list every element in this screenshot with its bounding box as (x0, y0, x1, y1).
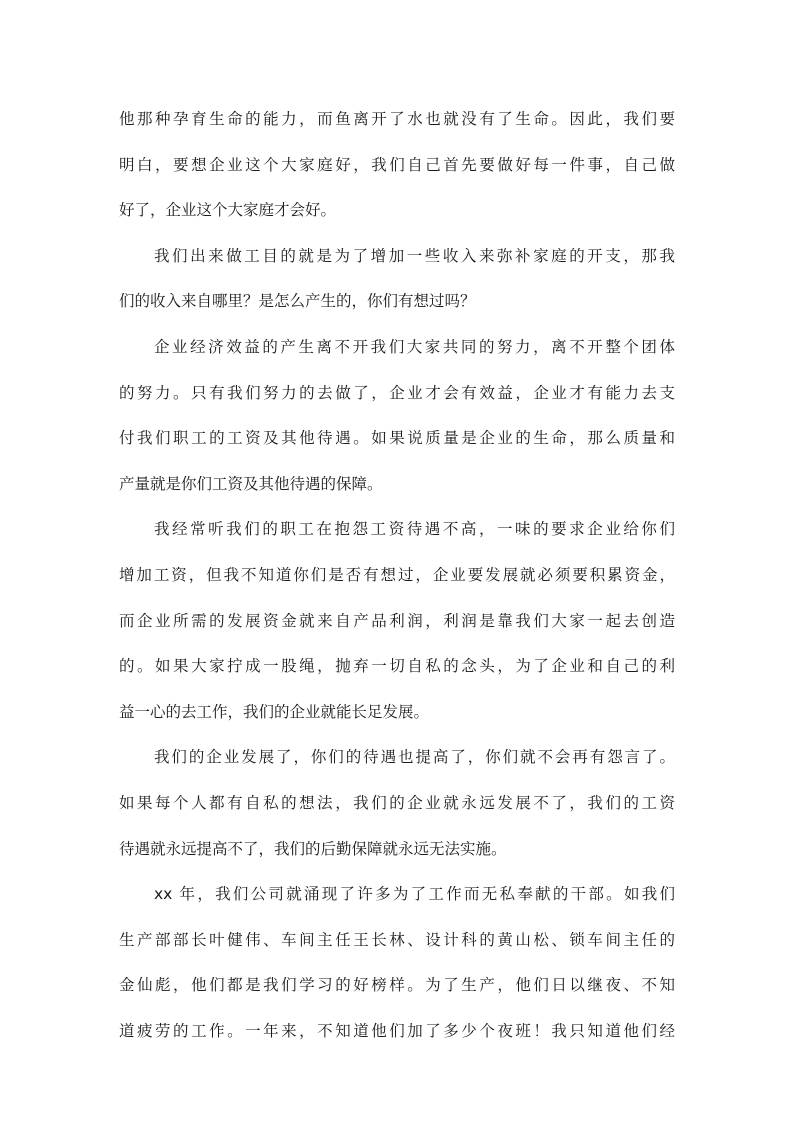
text-line: 道疲劳的工作。一年来，不知道他们加了多少个夜班！我只知道他们经 (119, 1021, 675, 1040)
text-line: 如果每个人都有自私的想法，我们的企业就永远发展不了，我们的工资 (119, 793, 675, 812)
text-line: 金仙彪，他们都是我们学习的好榜样。为了生产，他们日以继夜、不知 (119, 976, 675, 995)
text-line: 而企业所需的发展资金就来自产品利润，利润是靠我们大家一起去创造 (119, 611, 675, 630)
text-line: 产量就是你们工资及其他待遇的保障。 (119, 474, 383, 493)
text-line: 的努力。只有我们努力的去做了，企业才会有效益，企业才有能力去支 (119, 383, 675, 402)
paragraph-first-line: 我们的企业发展了，你们的待遇也提高了，你们就不会再有怨言了。 (154, 748, 675, 767)
text-line: 们的收入来自哪里？是怎么产生的，你们有想过吗？ (119, 292, 476, 311)
text-line: 增加工资，但我不知道你们是否有想过，企业要发展就必须要积累资金， (119, 565, 675, 584)
text-line: 的。如果大家拧成一股绳，抛弃一切自私的念头，为了企业和自己的利 (119, 657, 675, 676)
text-line: 生产部部长叶健伟、车间主任王长林、设计科的黄山松、锁车间主任的 (119, 930, 675, 949)
text-line: 他那种孕育生命的能力，而鱼离开了水也就没有了生命。因此，我们要 (119, 110, 675, 128)
text-line: 付我们职工的工资及其他待遇。如果说质量是企业的生命，那么质量和 (119, 429, 675, 448)
body-text (119, 97, 675, 1054)
text-line: 待遇就永远提高不了，我们的后勤保障就永远无法实施。 (119, 839, 507, 858)
text-line: 明白，要想企业这个大家庭好，我们自己首先要做好每一件事，自己做 (119, 155, 675, 174)
paragraph-first-line: 我经常听我们的职工在抱怨工资待遇不高，一味的要求企业给你们 (154, 520, 675, 539)
text-line: 益一心的去工作，我们的企业就能长足发展。 (119, 702, 430, 721)
text-line: 好了，企业这个大家庭才会好。 (119, 201, 337, 220)
paragraph-first-line: xx 年，我们公司就涌现了许多为了工作而无私奉献的干部。如我们 (154, 885, 675, 904)
paragraph-first-line: 企业经济效益的产生离不开我们大家共同的努力，离不开整个团体 (154, 337, 675, 356)
paragraph-first-line: 我们出来做工目的就是为了增加一些收入来弥补家庭的开支，那我 (154, 246, 675, 265)
